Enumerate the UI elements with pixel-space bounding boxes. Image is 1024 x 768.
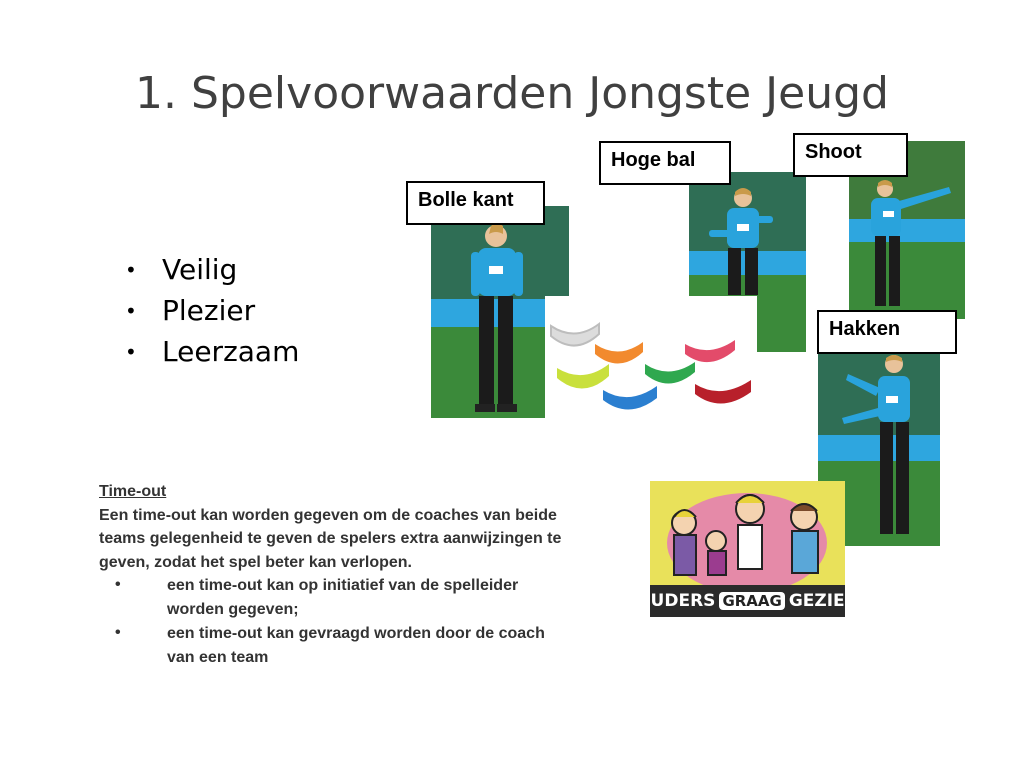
slide-title: 1. Spelvoorwaarden Jongste Jeugd xyxy=(135,68,889,119)
bullet-dot-icon: • xyxy=(125,340,137,364)
bullet-text: Veilig xyxy=(162,253,238,286)
bullet-item xyxy=(125,293,299,334)
bullet-dot-icon: • xyxy=(115,576,121,593)
label-bolle-kant: Bolle kant xyxy=(406,181,545,225)
cartoon-word-ouders: OUDERS xyxy=(636,591,716,611)
timeout-list xyxy=(99,574,599,670)
bullet-dot-icon: • xyxy=(125,258,137,282)
bullet-text: Plezier xyxy=(162,294,256,327)
timeout-list-item xyxy=(99,622,569,670)
cartoon-word-graag: GRAAG xyxy=(719,592,784,610)
bullet-dot-icon: • xyxy=(115,624,121,641)
label-shoot: Shoot xyxy=(793,133,908,177)
timeout-body: Een time-out kan worden gegeven om de coaches van beide teams gelegenheid te geven de spelers extra aanwijzingen te geven, zodat het spel beter kan verlopen. xyxy=(99,506,562,571)
label-hoge-bal: Hoge bal xyxy=(599,141,731,185)
bullet-dot-icon: • xyxy=(125,299,137,323)
bullet-item xyxy=(125,252,299,293)
cartoon-caption-bar xyxy=(636,585,859,617)
bullet-item xyxy=(125,334,299,375)
timeout-section xyxy=(99,480,599,670)
timeout-item-text: een time-out kan gevraagd worden door de coach van een team xyxy=(167,625,545,666)
main-bullet-list xyxy=(125,252,299,375)
timeout-heading: Time-out xyxy=(99,483,167,500)
parents-welcome-cartoon xyxy=(636,481,859,617)
timeout-list-item xyxy=(99,574,569,622)
bullet-text: Leerzaam xyxy=(162,335,300,368)
cartoon-word-gezien: GEZIEN xyxy=(788,591,859,611)
timeout-item-text: een time-out kan op initiatief van de spelleider worden gegeven; xyxy=(167,577,519,618)
label-hakken: Hakken xyxy=(817,310,957,354)
mouthguards-image xyxy=(545,296,757,430)
